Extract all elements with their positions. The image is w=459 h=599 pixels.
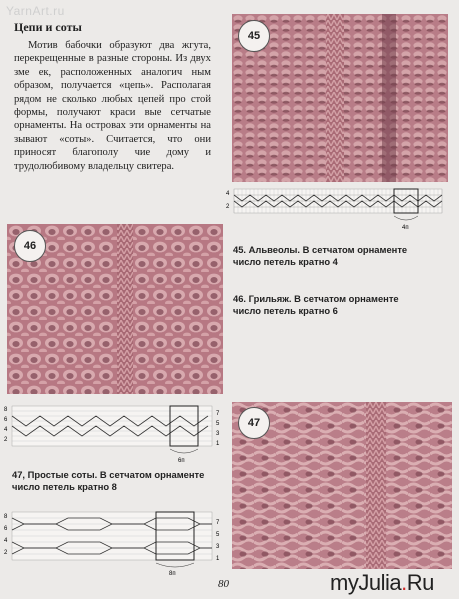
intro-line: сколько любых цепей про (62, 93, 186, 105)
section-title: Цепи и соты (14, 20, 82, 34)
caption-text: число петель кратно 6 (233, 305, 338, 316)
site-logo[interactable] (330, 570, 434, 596)
caption-text: число петель кратно 8 (12, 481, 117, 492)
chart-46 (4, 402, 226, 464)
intro-line: зывают «соты». Считается, (14, 133, 168, 145)
logo-brand: Julia (358, 570, 402, 595)
intro-line: два жгута, перекрещенные в (14, 40, 211, 65)
row-label: 2 (4, 437, 8, 443)
caption-45 (233, 244, 448, 268)
logo-prefix: my (330, 570, 359, 595)
intro-line: что они приносят благополу (14, 133, 211, 159)
row-label: 4 (226, 191, 230, 197)
row-label: 6 (4, 526, 8, 532)
caption-text: В сетчатом орнаменте (99, 469, 205, 480)
intro-line: Мотив бабочки образуют (28, 40, 160, 51)
row-label: 7 (216, 411, 220, 417)
row-label: 4 (4, 427, 8, 433)
row-label: 4 (4, 538, 8, 544)
intro-paragraph (14, 39, 211, 173)
intro-line: чие дому и трудолюбивому (14, 147, 211, 172)
row-label: 5 (216, 421, 220, 427)
row-label: 1 (216, 556, 220, 562)
logo-suffix: Ru (406, 570, 434, 595)
chart-45 (226, 186, 452, 230)
repeat-label: 4п (402, 225, 409, 230)
caption-title: 47, Простые соты. (12, 469, 98, 480)
intro-line: островах эти орнаменты на (85, 120, 211, 132)
row-label: 3 (216, 431, 220, 437)
intro-line: стой формы, получают краси (14, 93, 211, 119)
row-label: 5 (216, 532, 220, 538)
row-label: 3 (216, 544, 220, 550)
sample-badge-45: 45 (238, 20, 270, 52)
row-label: 1 (216, 441, 220, 447)
caption-text: В сетчатом орнаменте (302, 244, 408, 255)
caption-47 (12, 469, 227, 493)
row-label: 7 (216, 520, 220, 526)
intro-line: «цепь». Располагая рядом не (14, 80, 212, 105)
row-label: 8 (4, 514, 8, 520)
caption-title: 45. Альвеолы. (233, 244, 301, 255)
row-label: 6 (4, 417, 8, 423)
sample-badge-47: 47 (238, 407, 270, 439)
caption-text: В сетчатом орнаменте (294, 293, 399, 304)
watermark: YarnArt.ru (6, 4, 65, 18)
page-number: 80 (218, 578, 229, 590)
intro-line: ек, расположенных аналогич (38, 66, 183, 78)
chart-47 (4, 507, 226, 577)
intro-line: разные стороны. Из двух зме (14, 53, 211, 78)
row-label: 2 (4, 550, 8, 556)
row-label: 8 (4, 407, 8, 413)
caption-text: число петель кратно 4 (233, 256, 338, 267)
sample-badge-46: 46 (14, 230, 46, 262)
logo-dot: . (401, 570, 407, 595)
caption-46 (233, 293, 448, 317)
row-label: 2 (226, 204, 230, 210)
intro-line: ным образом, получается (14, 66, 212, 92)
intro-line: вые сетчатые орнаменты. На (14, 107, 211, 132)
intro-line: владельцу свитера. (88, 160, 175, 172)
caption-title: 46. Грильяж. (233, 293, 292, 304)
repeat-label: 6п (178, 458, 185, 464)
repeat-label: 8п (169, 571, 176, 577)
